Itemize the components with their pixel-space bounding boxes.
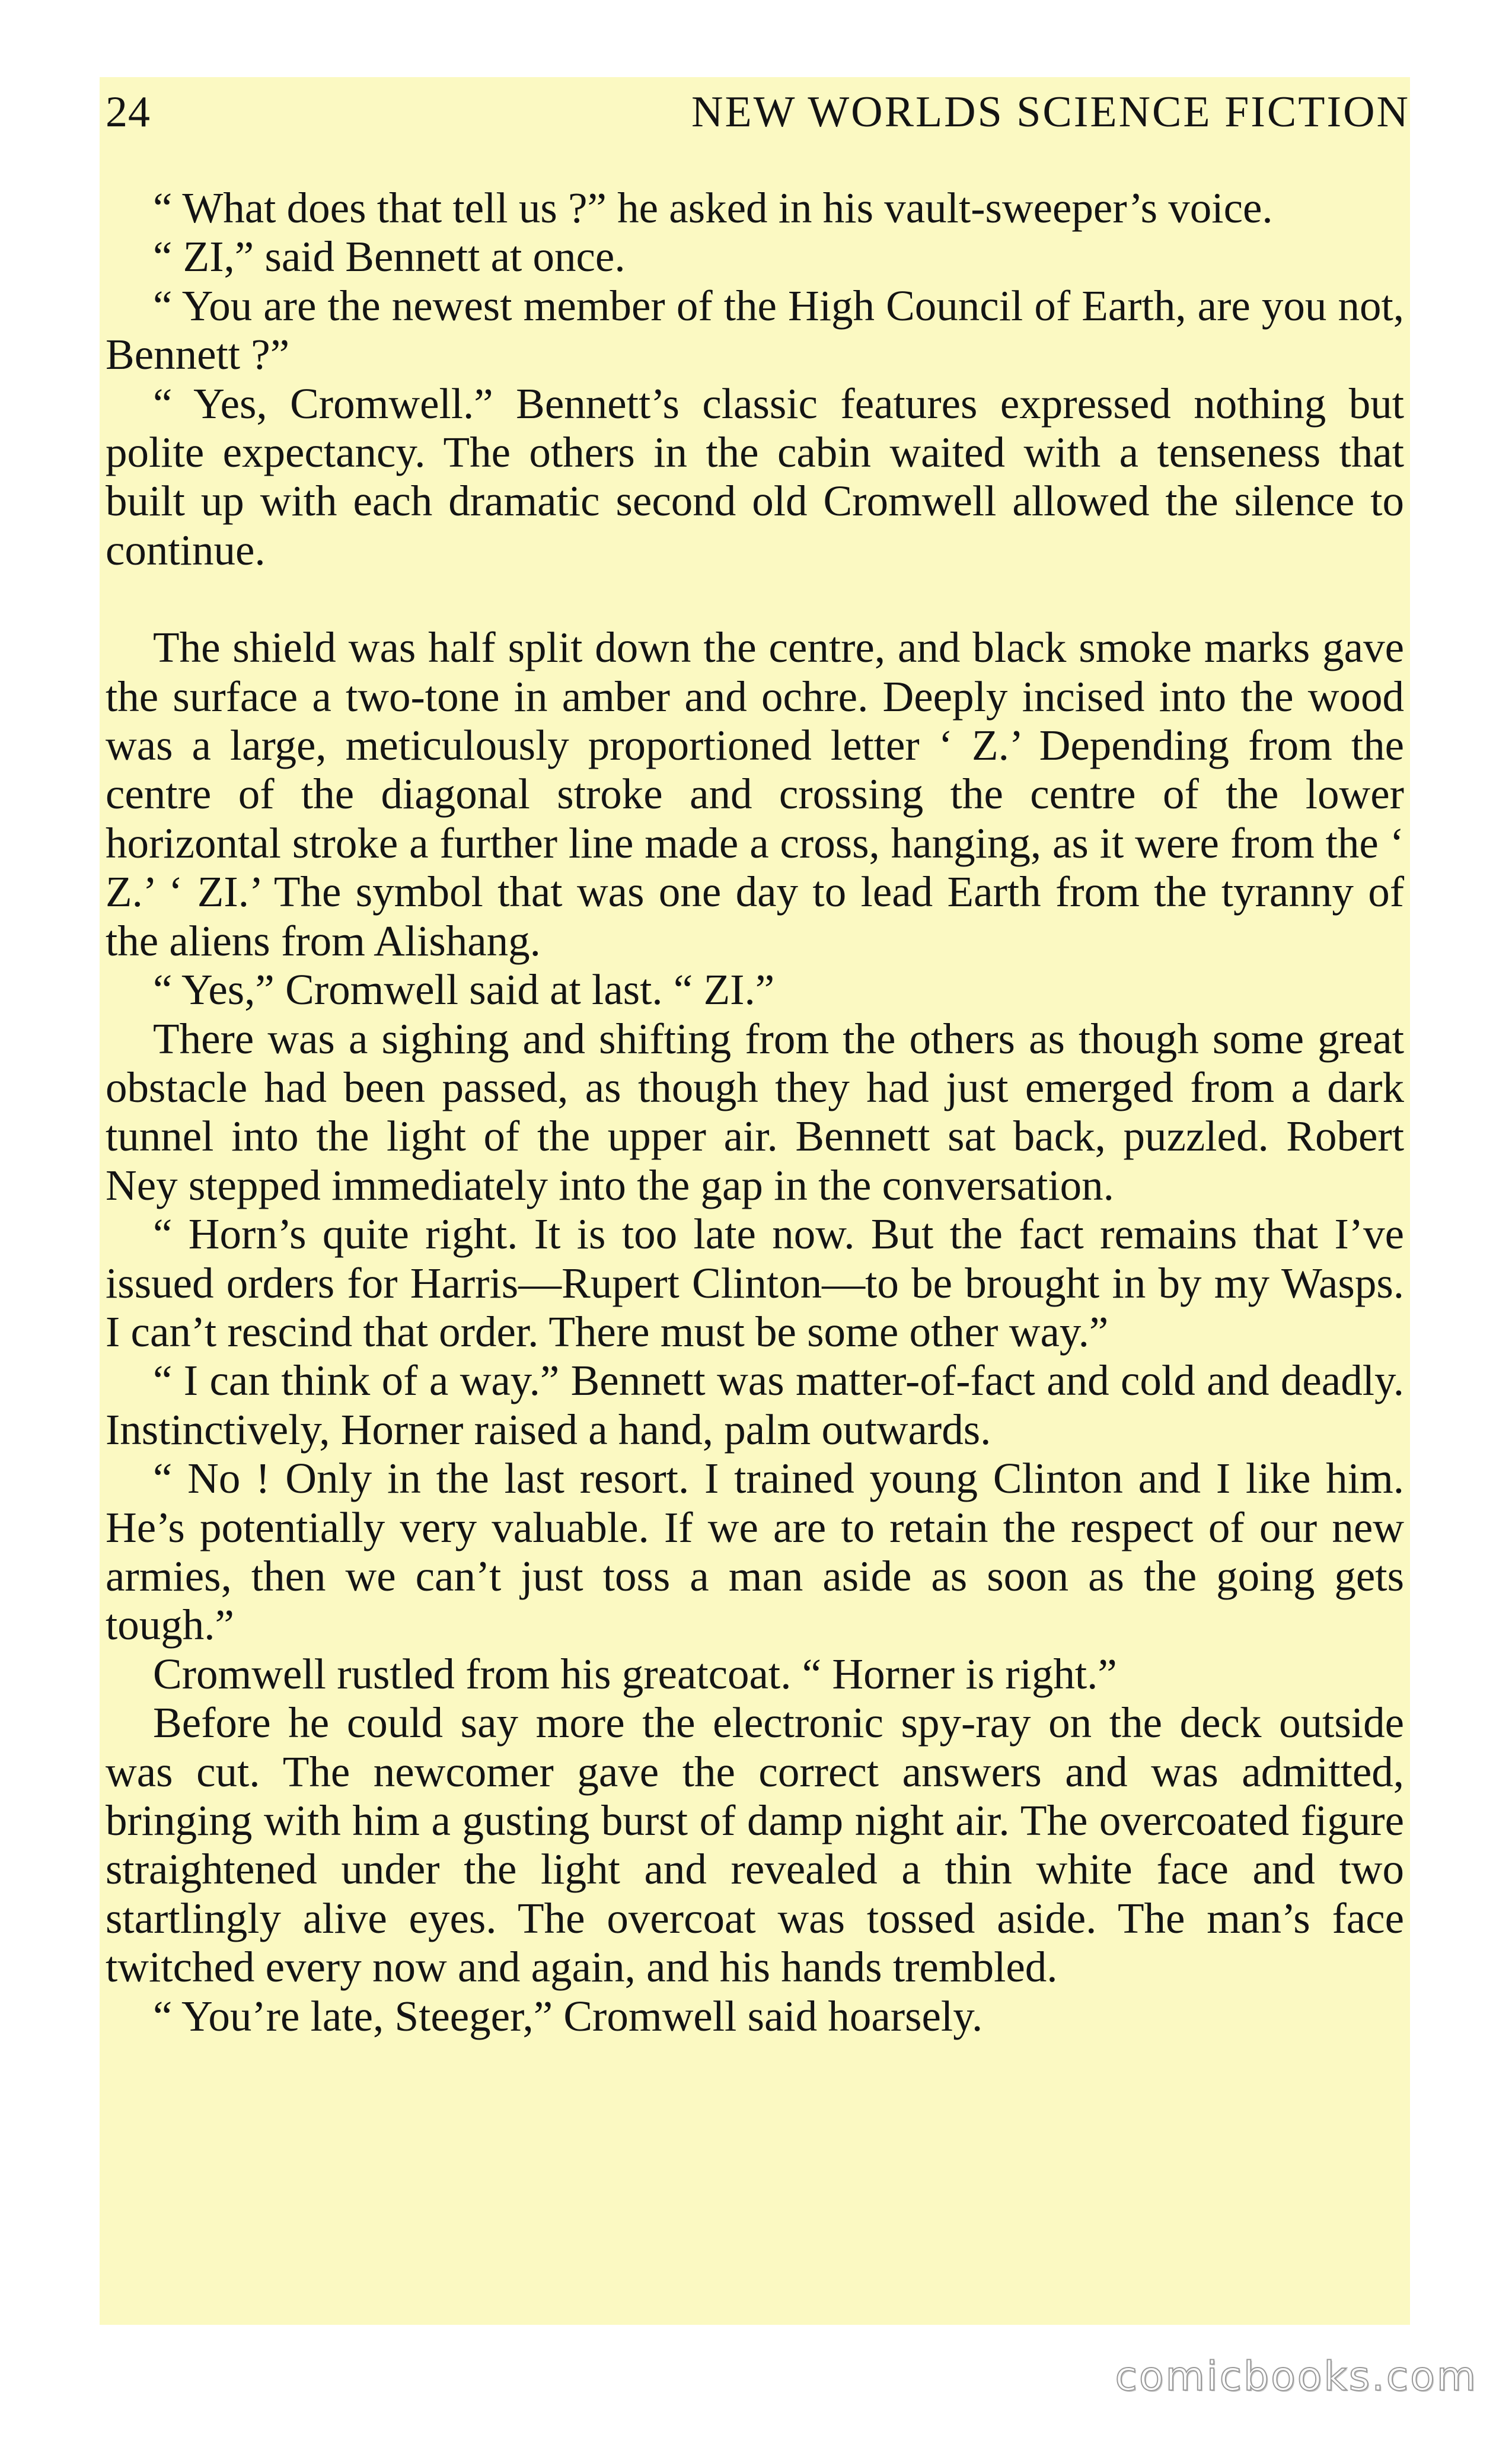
paragraph: There was a sighing and shifting from the others as though some great obstacle had been passed, as though they had just emerged from a dark tunnel into the light of the upper air. Bennett sat back, puzzled. Robert Ney stepped immediately into the gap in the conversation. [106,1014,1404,1209]
story-text [106,184,1404,2041]
paragraph: The shield was half split down the centre, and black smoke marks gave the surface a two-tone in amber and ochre. Deeply incised into the wood was a large, meticulously proportioned letter ‘ Z.’ Depending from the centre of the diagonal stroke and crossing the centre of the lower horizontal stroke a further line made a cross, hanging, as it were from the ‘ Z.’ ‘ ZI.’ The symbol that was one day to lead Earth from the tyranny of the aliens from Alishang. [106,623,1404,965]
paragraph: “ No ! Only in the last resort. I trained young Clinton and I like him. He’s potentially very valuable. If we are to retain the respect of our new armies, then we can’t just toss a man aside as soon as the going gets tough.” [106,1454,1404,1649]
paragraph: “ Horn’s quite right. It is too late now. But the fact remains that I’ve issued orders for Harris—Rupert Clinton—to be brought in by my Wasps. I can’t rescind that order. There must be some other way.” [106,1210,1404,1356]
running-head [106,79,1410,145]
paragraph: “ You are the newest member of the High Council of Earth, are you not, Bennett ?” [106,281,1404,379]
paragraph: Before he could say more the electronic spy-ray on the deck outside was cut. The newcomer gave the correct answers and was admitted, bringing with him a gusting burst of damp night air. The overcoated figure straightened under the light and revealed a thin white face and two startlingly alive eyes. The overcoat was tossed aside. The man’s face twitched every now and again, and his hands trembled. [106,1699,1404,1992]
paragraph: “ ZI,” said Bennett at once. [153,232,626,281]
paragraph: “ Yes,” Cromwell said at last. “ ZI.” [153,966,775,1014]
book-page [100,77,1410,2325]
site-watermark: comicbooks.com [1115,2353,1478,2400]
paragraph: “ I can think of a way.” Bennett was matter-of-fact and cold and deadly. Instinctively, Horner raised a hand, palm outwards. [106,1356,1404,1454]
paragraph: Cromwell rustled from his greatcoat. “ Horner is right.” [153,1649,1117,1698]
paragraph: “ You’re late, Steeger,” Cromwell said hoarsely. [153,1992,983,2040]
paragraph: “ What does that tell us ?” he asked in his vault-sweeper’s voice. [153,184,1273,232]
paragraph: “ Yes, Cromwell.” Bennett’s classic features expressed nothing but polite expectancy. The others in the cabin waited with a tenseness that built up with each dramatic second old Cromwell allowed the silence to continue. [106,379,1404,574]
page-number: 24 [106,88,151,136]
journal-title: NEW WORLDS SCIENCE FICTION [691,88,1410,136]
